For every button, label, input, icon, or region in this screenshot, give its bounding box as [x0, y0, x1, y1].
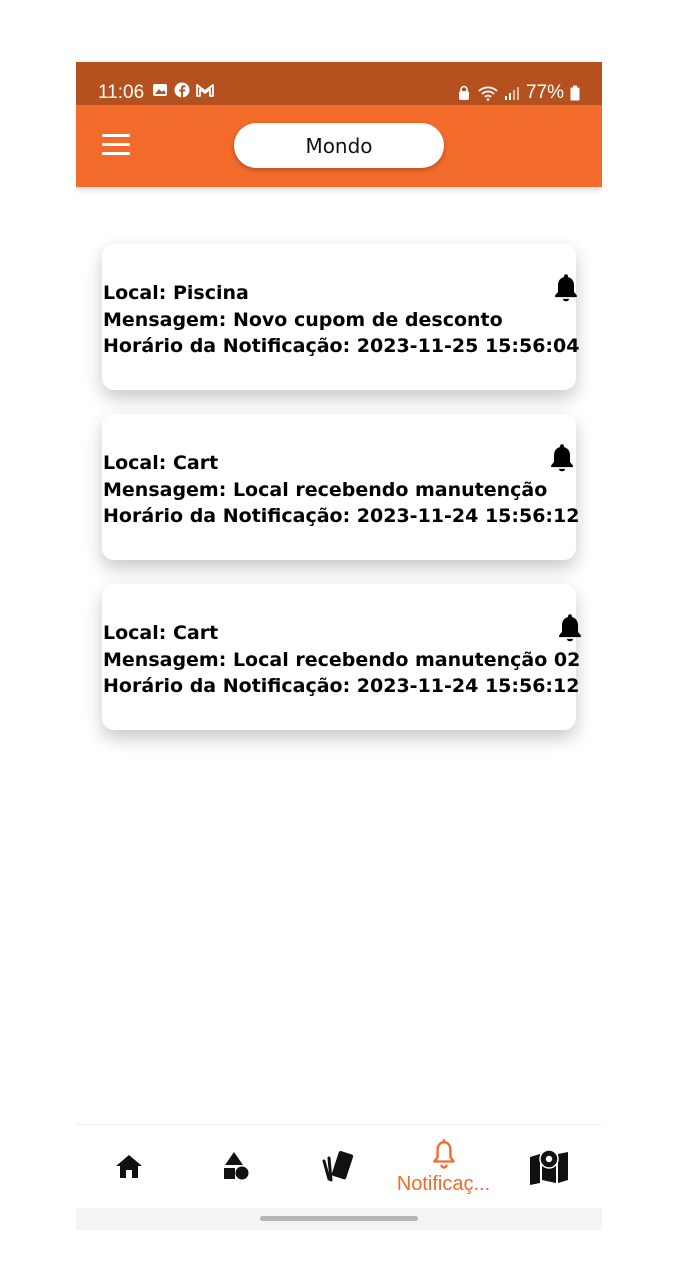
- facebook-icon: [174, 82, 190, 98]
- bell-outline-icon: [431, 1139, 457, 1169]
- bottom-navigation: [76, 1124, 602, 1209]
- battery-icon: [570, 85, 580, 101]
- status-system-icons: [456, 82, 580, 104]
- notification-time: Horário da Notificação: 2023-11-25 15:56:04: [103, 335, 580, 357]
- bell-icon: [548, 442, 576, 474]
- app-title: Mondo: [305, 133, 373, 158]
- nav-home[interactable]: [76, 1125, 181, 1209]
- app-title-pill[interactable]: [234, 123, 444, 168]
- notification-message: Mensagem: Local recebendo manutenção: [103, 478, 548, 501]
- gesture-handle[interactable]: [260, 1216, 418, 1221]
- bell-icon: [552, 272, 580, 304]
- notification-message: Mensagem: Local recebendo manutenção 02: [103, 648, 581, 671]
- map-icon: [528, 1147, 570, 1185]
- notification-local: Local: Piscina: [103, 282, 249, 304]
- app-bar: [76, 105, 602, 187]
- status-notification-icons: [152, 82, 214, 98]
- shapes-icon: [218, 1151, 250, 1181]
- phone-screen: [76, 62, 602, 1230]
- status-time: 11:06: [98, 82, 145, 103]
- notification-local: Local: Cart: [103, 622, 219, 644]
- signal-icon: [504, 85, 520, 101]
- notification-text: [103, 450, 579, 530]
- system-gesture-bar: [76, 1208, 602, 1230]
- cards-icon: [320, 1149, 356, 1183]
- notification-time: Horário da Notificação: 2023-11-24 15:56:12: [103, 505, 580, 527]
- notification-text: [103, 280, 579, 360]
- notification-text: [103, 620, 580, 700]
- nav-notifications[interactable]: [391, 1125, 496, 1209]
- notification-card[interactable]: [102, 414, 580, 560]
- battery-percent: 77%: [525, 82, 564, 103]
- gmail-icon: [196, 82, 214, 98]
- notification-card[interactable]: [102, 244, 580, 390]
- hamburger-menu-icon[interactable]: [102, 134, 130, 156]
- nav-shapes[interactable]: [181, 1125, 286, 1209]
- notification-local: Local: Cart: [103, 452, 219, 474]
- notification-time: Horário da Notificação: 2023-11-24 15:56:12: [103, 675, 580, 697]
- wifi-icon: [478, 85, 498, 101]
- status-bar: [76, 62, 602, 105]
- nav-notifications-label: Notificaç...: [396, 1173, 491, 1195]
- lock-icon: [456, 85, 472, 101]
- home-icon: [115, 1153, 143, 1179]
- notification-list: [102, 244, 581, 754]
- nav-map[interactable]: [496, 1125, 601, 1209]
- bell-icon: [556, 612, 584, 644]
- gallery-icon: [152, 82, 168, 98]
- notification-card[interactable]: [102, 584, 581, 730]
- notification-message: Mensagem: Novo cupom de desconto: [103, 308, 503, 331]
- nav-cards[interactable]: [286, 1125, 391, 1209]
